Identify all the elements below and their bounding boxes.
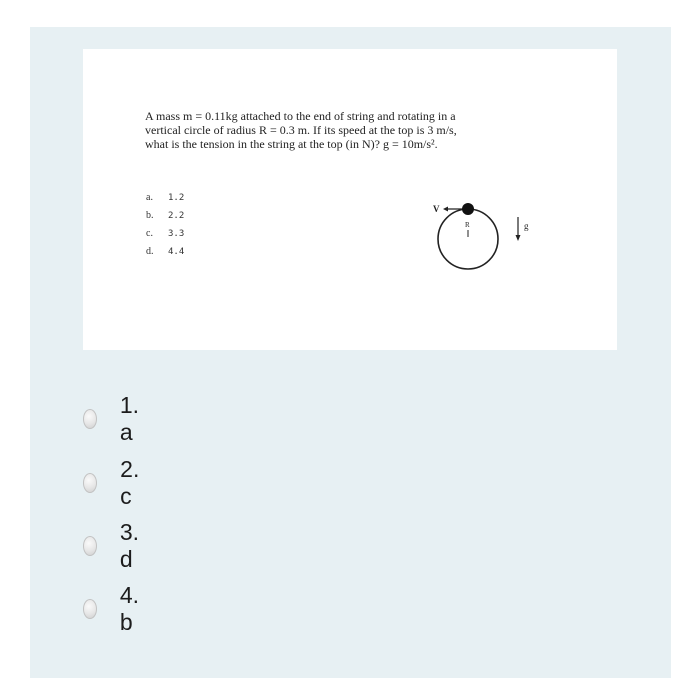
gravity-label: g xyxy=(524,221,529,231)
inline-choice-letter: c. xyxy=(146,228,153,239)
answer-label[interactable]: 3. d xyxy=(119,519,140,572)
question-card xyxy=(83,49,617,350)
answer-option-1[interactable] xyxy=(83,392,145,445)
answer-option-2[interactable] xyxy=(83,456,145,509)
inline-choice-value: 2.2 xyxy=(168,211,185,221)
answer-label[interactable]: 2. c xyxy=(120,456,140,509)
velocity-label: V xyxy=(433,204,440,214)
inline-choice-letter: b. xyxy=(146,210,154,221)
inline-choice-value: 1.2 xyxy=(168,193,185,203)
circle-path xyxy=(438,209,498,269)
radius-label: R xyxy=(465,221,470,229)
inline-choice-value: 4.4 xyxy=(168,247,185,257)
inline-choice-letter: d. xyxy=(146,246,154,257)
inline-choices-list xyxy=(146,189,184,261)
answer-label[interactable]: 1. a xyxy=(119,392,140,445)
gravity-arrowhead xyxy=(516,235,521,241)
question-text: A mass m = 0.11kg attached to the end of string and rotating in a vertical circle of radius R = 0.3 m. If its speed at the top is 3 m/s, what is the tension in the string at the top (in N)? g = 10m/s². xyxy=(145,109,457,151)
inline-choice-letter: a. xyxy=(146,192,153,203)
radio-button[interactable] xyxy=(83,599,97,619)
answer-option-4[interactable] xyxy=(83,582,145,635)
mass-ball xyxy=(462,203,474,215)
inline-choice-b xyxy=(146,207,184,225)
radio-button[interactable] xyxy=(83,473,97,493)
inline-choice-c xyxy=(146,225,184,243)
velocity-arrowhead xyxy=(443,207,448,212)
inline-choice-d xyxy=(146,243,184,261)
radio-button[interactable] xyxy=(83,536,97,556)
radio-button[interactable] xyxy=(83,409,97,429)
answer-option-3[interactable] xyxy=(83,519,145,572)
vertical-circle-diagram xyxy=(423,189,553,284)
inline-choice-a xyxy=(146,189,184,207)
inline-choice-value: 3.3 xyxy=(168,229,185,239)
answer-label[interactable]: 4. b xyxy=(119,582,140,635)
